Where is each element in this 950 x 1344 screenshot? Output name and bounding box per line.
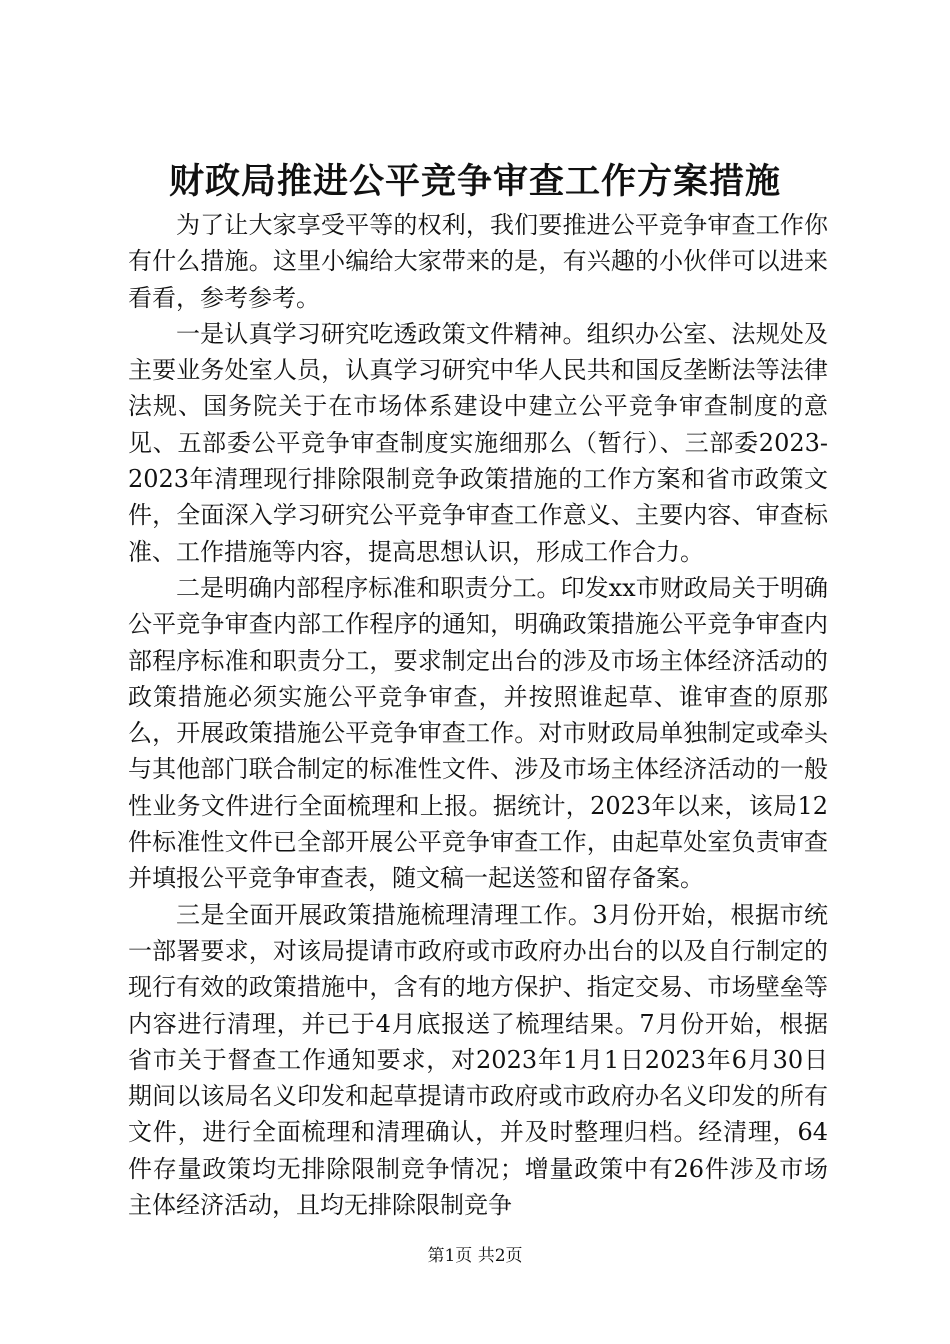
page-number: 第1页 共2页 — [427, 1246, 523, 1266]
paragraph-intro: 为了让大家享受平等的权利，我们要推进公平竞争审查工作你有什么措施。这里小编给大家带来的是，有兴趣的小伙伴可以进来看看，参考参考。 — [128, 211, 828, 312]
paragraph-point-two: 二是明确内部程序标准和职责分工。印发xx市财政局关于明确公平竞争审查内部工作程序的通知，明确政策措施公平竞争审查内部程序标准和职责分工，要求制定出台的涉及市场主体经济活动的政策措施必须实施公平竞争审查，并按照谁起草、谁审查的原那么，开展政策措施公平竞争审查工作。对市财政局单独制定或牵头与其他部门联合制定的标准性文件、涉及市场主体经济活动的一般性业务文件进行全面梳理和上报。据统计，2023年以来，该局12件标准性文件已全部开展公平竞争审查工作，由起草处室负责审查并填报公平竞争审查表，随文稿一起送签和留存备案。 — [128, 573, 828, 893]
paragraph-point-one: 一是认真学习研究吃透政策文件精神。组织办公室、法规处及主要业务处室人员，认真学习研究中华人民共和国反垄断法等法律法规、国务院关于在市场体系建设中建立公平竞争审查制度的意见、五部委公平竞争审查制度实施细那么（暂行）、三部委2023-2023年清理现行排除限制竞争政策措施的工作方案和省市政策文件，全面深入学习研究公平竞争审查工作意义、主要内容、审查标准、工作措施等内容，提高思想认识，形成工作合力。 — [128, 319, 828, 566]
document-body — [128, 207, 828, 1223]
document-title: 财政局推进公平竞争审查工作方案措施 — [168, 161, 781, 202]
paragraph-point-three: 三是全面开展政策措施梳理清理工作。3月份开始，根据市统一部署要求，对该局提请市政府或市政府办出台的以及自行制定的现行有效的政策措施中，含有的地方保护、指定交易、市场壁垒等内容进行清理，并已于4月底报送了梳理结果。7月份开始，根据省市关于督查工作通知要求，对2023年1月1日2023年6月30日期间以该局名义印发和起草提请市政府或市政府办名义印发的所有文件，进行全面梳理和清理确认，并及时整理归档。经清理，64件存量政策均无排除限制竞争情况；增量政策中有26件涉及市场主体经济活动，且均无排除限制竞争 — [128, 900, 828, 1220]
